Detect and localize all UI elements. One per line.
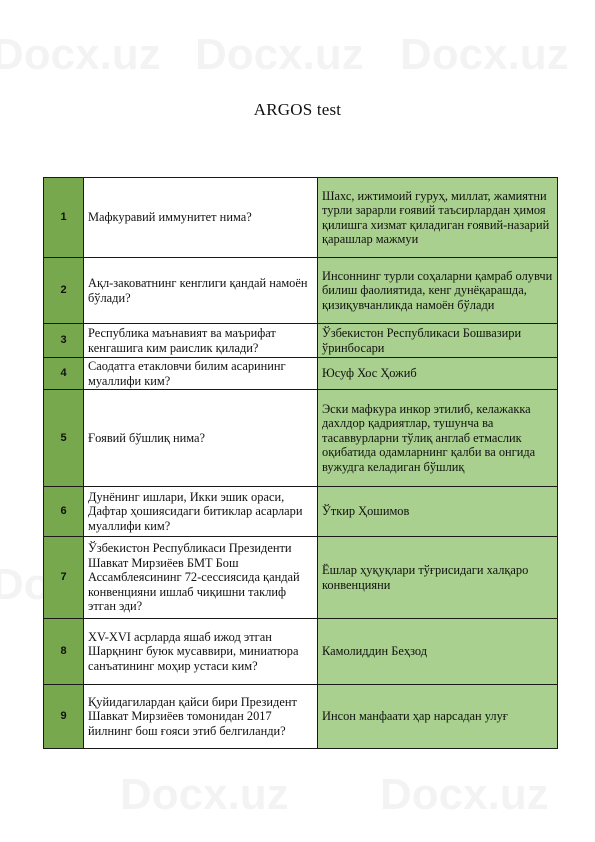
row-number: 4 — [44, 358, 84, 390]
row-number: 1 — [44, 178, 84, 258]
row-number: 8 — [44, 619, 84, 685]
answer-cell: Инсоннинг турли соҳаларни қамраб олувчи билиш фаолиятида, кенг дунёқарашда, қизиқувчанликда намоён бўлади — [318, 258, 558, 324]
question-cell: Республика маънавият ва маърифат кенгашига ким раислик қилади? — [84, 324, 318, 358]
answer-cell: Инсон манфаати ҳар нарсадан улуғ — [318, 685, 558, 749]
table-row — [44, 358, 558, 390]
answer-cell: Ёшлар ҳуқуқлари тўғрисидаги халқаро конвенцияни — [318, 537, 558, 619]
table-row — [44, 619, 558, 685]
table-row — [44, 685, 558, 749]
question-cell: XV-XVI асрларда яшаб ижод этган Шарқнинг буюк мусаввири, миниатюра санъатининг моҳир устаси ким? — [84, 619, 318, 685]
answer-cell: Ўзбекистон Республикаси Бошвазири ўринбосари — [318, 324, 558, 358]
question-cell: Мафкуравий иммунитет нима? — [84, 178, 318, 258]
table-row — [44, 324, 558, 358]
watermark-1 — [0, 30, 161, 80]
question-cell: Ақл-заковатнинг кенглиги қандай намоён бўлади? — [84, 258, 318, 324]
watermark-3 — [400, 30, 569, 80]
answer-cell: Эски мафкура инкор этилиб, келажакка дахлдор қадриятлар, тушунча ва тасаввурларни тўлиқ англаб етмаслик оқибатида одамларнинг қалби ва онгида вужудга келадиган бўшлиқ — [318, 390, 558, 487]
table-row — [44, 487, 558, 537]
question-cell: Саодатга етакловчи билим асарининг муаллифи ким? — [84, 358, 318, 390]
question-cell: Қуйидагилардан қайси бири Президент Шавкат Мирзиёев томонидан 2017 йилнинг бош ғояси этиб белгиланди? — [84, 685, 318, 749]
answer-cell: Шахс, ижтимоий гуруҳ, миллат, жамиятни турли зарарли ғоявий таъсирлардан ҳимоя қилишга хизмат қиладиган ғоявий-назарий қарашлар мажмуи — [318, 178, 558, 258]
watermark-2 — [195, 30, 364, 80]
row-number: 2 — [44, 258, 84, 324]
question-cell: Дунёнинг ишлари, Икки эшик ораси, Дафтар ҳошиясидаги битиклар асарлари муаллифи ким? — [84, 487, 318, 537]
row-number: 3 — [44, 324, 84, 358]
row-number: 6 — [44, 487, 84, 537]
qa-table — [43, 177, 558, 749]
page-title: ARGOS test — [253, 100, 342, 119]
question-cell: Ўзбекистон Республикаси Президенти Шавкат Мирзиёев БМТ Бош Ассамблеясининг 72-сессиясида қандай конвенцияни ишлаб чиқишни таклиф этган эди? — [84, 537, 318, 619]
watermark-8 — [120, 770, 289, 820]
question-cell: Ғоявий бўшлиқ нима? — [84, 390, 318, 487]
answer-cell: Ўткир Ҳошимов — [318, 487, 558, 537]
table-row — [44, 537, 558, 619]
table-row — [44, 178, 558, 258]
answer-cell: Юсуф Хос Ҳожиб — [318, 358, 558, 390]
answer-cell: Камолиддин Беҳзод — [318, 619, 558, 685]
row-number: 5 — [44, 390, 84, 487]
table-row — [44, 258, 558, 324]
table-row — [44, 390, 558, 487]
row-number: 9 — [44, 685, 84, 749]
watermark-9 — [380, 770, 549, 820]
row-number: 7 — [44, 537, 84, 619]
